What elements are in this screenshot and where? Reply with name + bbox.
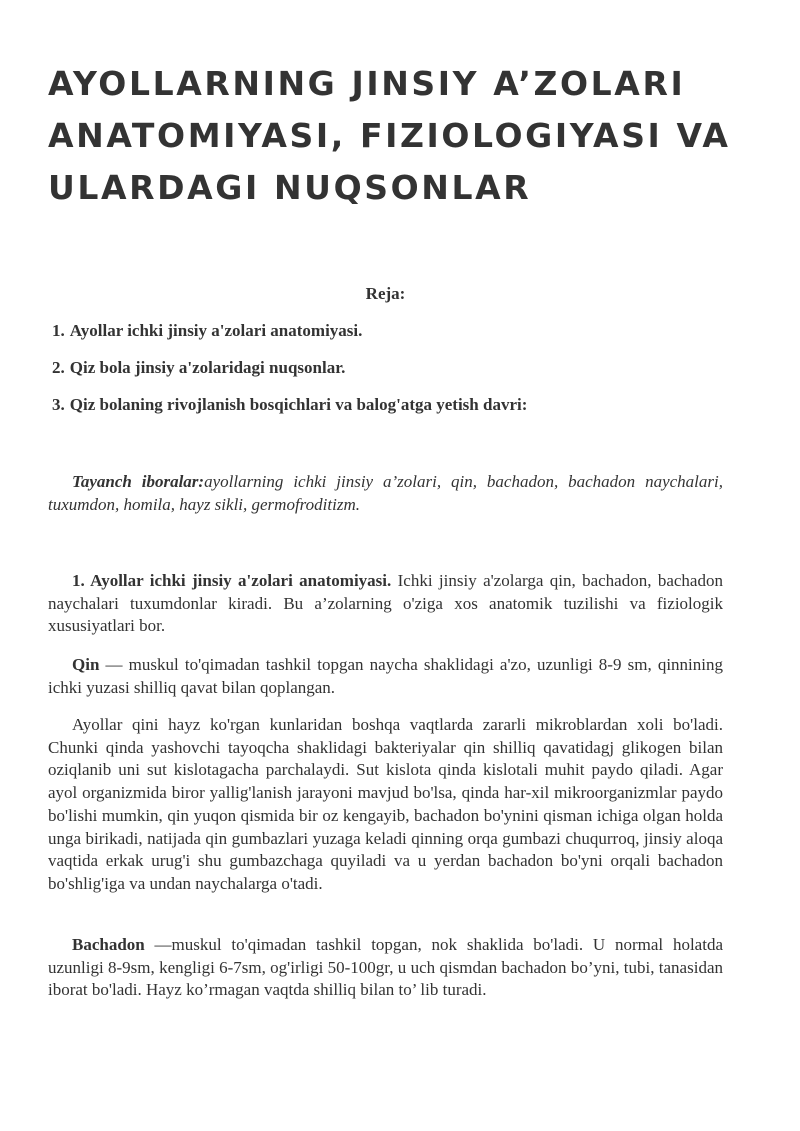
section1-paragraph	[48, 570, 723, 638]
plan-item-number: 3.	[52, 395, 65, 414]
qin-health-paragraph: Ayollar qini hayz ko'rgan kunlaridan boshqa vaqtlarda zararli mikroblardan xoli bo'ladi. Chunki qinda yashovchi tayoqcha shaklidagi bakteriyalar qin shilliq qavatidagj glikogen bilan oziqlanib uni sut kislotagacha parchalaydi. Sut kislota qinda kislotali muhit paydo qiladi. Agar ayol organizmida biror yallig'lanish jarayoni mavjud bo'lsa, qinda har-xil mikroorganizmlar paydo bo'lishi mumkin, qin yuqon qismida bir oz kengayib, bachadon bo'ynini qisman ichiga olgan holda unga birikadi, natijada qin gumbazlari yuzaga keladi qinning orqa gumbazi chuqurroq, jinsiy aloqa vaqtida erkak urug'i shu gumbazchaga quyiladi va u yerdan bachadon bo'yni orqali bachadon bo'shlig'iga va undan naychalarga o'tadi.	[48, 715, 723, 893]
plan-item-text: Qiz bolaning rivojlanish bosqichlari va balog'atga yetish davri:	[69, 395, 528, 414]
qin-paragraph	[48, 654, 723, 699]
plan-list	[52, 320, 722, 431]
plan-item-number: 2.	[52, 358, 65, 377]
section1-heading: 1. Ayollar ichki jinsiy a'zolari anatomiyasi.	[72, 571, 392, 590]
bachadon-paragraph	[48, 934, 723, 1002]
section1-text: Ichki jinsiy a'zolarga qin, bachadon, bachadon naychalari tuxumdonlar kiradi. Bu a’zolarning o'ziga xos anatomik tuzilishi va fiziologik xususiyatlari bor.	[48, 571, 723, 636]
bachadon-term: Bachadon	[72, 935, 145, 954]
qin-definition: — muskul to'qimadan tashkil topgan naycha shaklidagi a'zo, uzunligi 8-9 sm, qinnining ichki yuzasi shilliq qavat bilan qoplangan.	[48, 655, 723, 697]
keywords-label: Tayanch iboralar:	[72, 472, 205, 491]
plan-item-number: 1.	[52, 321, 65, 340]
keywords-text: ayollarning ichki jinsiy a’zolari, qin, bachadon, bachadon naychalari, tuxumdon, homila, hayz sikli, germofroditizm.	[48, 472, 723, 514]
document-title: AYOLLARNING JINSIY A’ZOLARI ANATOMIYASI, FIZIOLOGIYASI VA ULARDAGI NUQSONLAR	[48, 64, 731, 207]
plan-heading: Reja:	[365, 284, 406, 303]
plan-item	[52, 394, 722, 431]
qin-term: Qin	[72, 655, 100, 674]
keywords-paragraph	[48, 471, 723, 516]
plan-item	[52, 357, 722, 394]
plan-item	[52, 320, 722, 357]
plan-item-text: Ayollar ichki jinsiy a'zolari anatomiyasi.	[69, 321, 363, 340]
plan-item-text: Qiz bola jinsiy a'zolaridagi nuqsonlar.	[69, 358, 346, 377]
bachadon-definition: —muskul to'qimadan tashkil topgan, nok shaklida bo'ladi. U normal holatda uzunligi 8-9sm, kengligi 6-7sm, og'irligi 50-100gr, u uch qismdan bachadon bo’yni, tubi, tanasidan iborat bo'ladi. Hayz ko’rmagan vaqtda shilliq bilan to’ lib turadi.	[48, 935, 723, 1000]
